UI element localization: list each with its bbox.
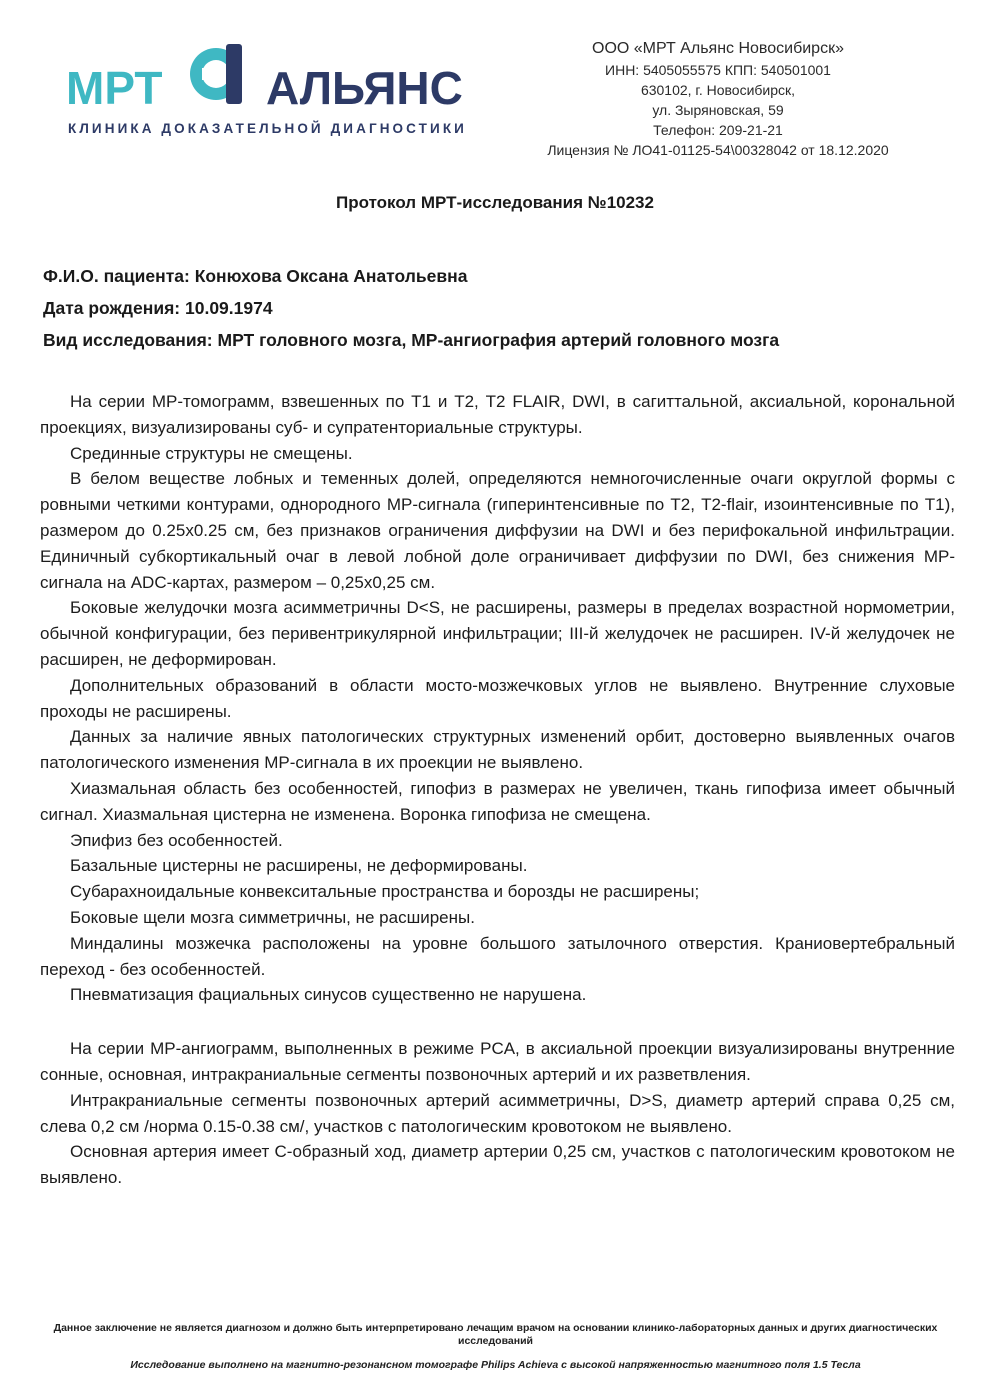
company-name: ООО «МРТ Альянс Новосибирск» xyxy=(592,40,844,57)
angio-paragraph: Основная артерия имеет С-образный ход, диаметр артерии 0,25 см, участков с патологическим кровотоком не выявлено. xyxy=(40,1142,955,1188)
letterhead xyxy=(0,0,990,175)
patient-info xyxy=(43,260,963,356)
company-address-city: 630102, г. Новосибирск, xyxy=(640,82,796,98)
mri-paragraph: В белом веществе лобных и теменных долей, определяются немногочисленные очаги округлой формы с ровными четкими контурами, однородного МР-сигнала (гиперинтенсивные по Т2, Т2-flair, изоинтенсивные по Т1), размером до 0.25х0.25 см, без признаков ограничения диффузии на DWI и без перифокальной инфильтрации. Единичный субкортикальный очаг в левой лобной доле ограничивает диффузии по DWI, без снижения МР-сигнала на ADC-картах, размером – 0,25х0,25 см. xyxy=(40,469,955,592)
mri-paragraph: Базальные цистерны не расширены, не деформированы. xyxy=(70,856,528,876)
company-phone: Телефон: 209-21-21 xyxy=(653,122,783,138)
angio-paragraph: На серии МР-ангиограмм, выполненных в режиме PCA, в аксиальной проекции визуализированы внутренние сонные, основная, интракраниальные сегменты позвоночных артерий и их разветвления. xyxy=(40,1039,955,1084)
mri-paragraph: Субарахноидальные конвекситальные пространства и борозды не расширены; xyxy=(70,882,700,902)
company-address-street: ул. Зыряновская, 59 xyxy=(652,102,784,118)
page-footer xyxy=(38,1322,953,1372)
protocol-title: Протокол МРТ-исследования №10232 xyxy=(336,193,654,212)
mri-paragraph: На серии МР-томограмм, взвешенных по Т1 и Т2, Т2 FLAIR, DWI, в сагиттальной, аксиальной, корональной проекциях, визуализированы суб- и супратенториальные структуры. xyxy=(40,392,955,437)
mri-paragraph: Пневматизация фациальных синусов существенно не нарушена. xyxy=(70,985,587,1005)
mri-paragraph: Дополнительных образований в области мосто-мозжечковых углов не выявлено. Внутренние слуховые проходы не расширены. xyxy=(40,675,955,721)
footer-equipment: Исследование выполнено на магнитно-резонансном томографе Philips Achieva с высокой напряженностью магнитного поля 1.5 Тесла xyxy=(130,1359,861,1371)
mri-paragraph: Боковые щели мозга симметричны, не расширены. xyxy=(70,907,475,927)
footer-disclaimer: Данное заключение не является диагнозом и должно быть интерпретировано лечащим врачом на основании клинико-лабораторных данных и других диагностических исследований xyxy=(53,1322,938,1347)
mri-paragraph: Данных за наличие явных патологических структурных изменений орбит, достоверно выявленных очагов патологического изменения МР-сигнала в их проекции не выявлено. xyxy=(40,727,955,773)
logo-tagline: КЛИНИКА ДОКАЗАТЕЛЬНОЙ ДИАГНОСТИКИ xyxy=(68,121,467,136)
section-spacer xyxy=(40,1008,955,1036)
company-license: Лицензия № ЛО41-01125-54\00328042 от 18.12.2020 xyxy=(547,142,889,158)
logo-text-alliance: АЛЬЯНС xyxy=(266,62,463,114)
company-details xyxy=(508,38,928,160)
mri-paragraph: Миндалины мозжечка расположены на уровне большого затылочного отверстия. Краниовертебральный переход - без особенностей. xyxy=(40,933,955,979)
study-type: Вид исследования: МРТ головного мозга, МР-ангиография артерий головного мозга xyxy=(43,330,780,350)
mri-paragraph: Срединные структуры не смещены. xyxy=(70,443,353,463)
patient-dob: Дата рождения: 10.09.1974 xyxy=(43,298,273,318)
logo-text-mrt: МРТ xyxy=(66,62,163,114)
mri-paragraph: Хиазмальная область без особенностей, гипофиз в размерах не увеличен, ткань гипофиза имеет обычный сигнал. Хиазмальная цистерна не изменена. Воронка гипофиза не смещена. xyxy=(40,778,955,824)
report-body xyxy=(40,389,955,1191)
mri-paragraph: Боковые желудочки мозга асимметричны D<S, не расширены, размеры в пределах возрастной нормометрии, обычной конфигурации, без перивентрикулярной инфильтрации; III-й желудочек не расширен. IV-й желудочек не расширен, не деформирован. xyxy=(40,598,955,669)
company-inn-kpp: ИНН: 5405055575 КПП: 540501001 xyxy=(605,62,831,78)
clinic-logo xyxy=(66,38,496,148)
angio-paragraph: Интракраниальные сегменты позвоночных артерий асимметричны, D>S, диаметр артерий справа 0,25 см, слева 0,2 см /норма 0.15-0.38 см/, участков с патологическим кровотоком не выявлено. xyxy=(40,1090,955,1136)
patient-name: Ф.И.О. пациента: Конюхова Оксана Анатольевна xyxy=(43,266,468,286)
mri-paragraph: Эпифиз без особенностей. xyxy=(70,830,283,850)
